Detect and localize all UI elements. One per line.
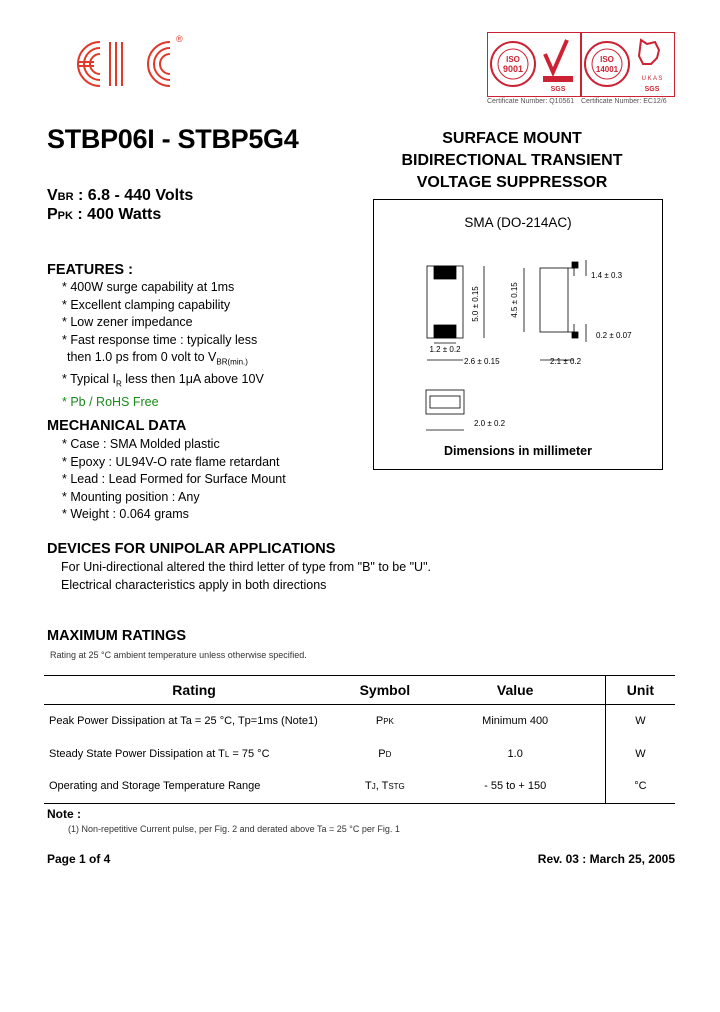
package-footer: Dimensions in millimeter <box>444 444 592 458</box>
unipolar-text: For Uni-directional altered the third letter of type from "B" to be "U". Electrical characteristics apply in both directions <box>61 560 431 592</box>
list-item: * Case : SMA Molded plastic <box>62 437 220 451</box>
list-item: * Typical $I_R$ less then 1μA above 10V <box>62 372 264 389</box>
col-header-rating: Rating <box>44 676 344 705</box>
list-item: * Excellent clamping capability <box>62 297 231 312</box>
ratings-table <box>44 675 675 804</box>
package-drawing <box>374 200 662 469</box>
list-item: * Low zener impedance <box>62 315 193 330</box>
dim-label: 4.5 ± 0.15 <box>510 282 519 318</box>
ratings-heading: MAXIMUM RATINGS <box>47 628 187 644</box>
package-outline-box <box>373 199 663 470</box>
spec-vbr: VBR : 6.8 - 440 Volts <box>47 187 194 204</box>
dim-label: 2.0 ± 0.2 <box>474 419 506 428</box>
iso14001-badge <box>581 32 675 97</box>
svg-text:ISO: ISO <box>506 55 520 64</box>
cert-caption-9001: Certificate Number: Q10561 <box>487 98 575 105</box>
svg-text:SGS: SGS <box>550 86 566 93</box>
list-item: * Epoxy : UL94V-O rate flame retardant <box>62 454 280 469</box>
list-item: then 1.0 ps from 0 volt to $V_{BR(min.)}$ <box>67 350 248 367</box>
page-number: Page 1 of 4 <box>47 852 111 866</box>
list-item: * Mounting position : Any <box>62 489 200 504</box>
list-item: * Lead : Lead Formed for Surface Mount <box>62 472 286 487</box>
dim-label: 5.0 ± 0.15 <box>471 286 480 322</box>
col-header-value: Value <box>426 676 606 705</box>
table-row: Peak Power Dissipation at Ta = 25 °C, Tp=1ms (Note1) PPK Minimum 400 W <box>44 705 675 738</box>
dim-label: 2.6 ± 0.15 <box>464 357 500 366</box>
mechanical-heading: MECHANICAL DATA <box>47 418 187 434</box>
list-item: * Weight : 0.064 grams <box>62 507 189 522</box>
features-list <box>62 279 264 411</box>
dim-label: 2.1 ± 0.2 <box>550 357 582 366</box>
revision-date: Rev. 03 : March 25, 2005 <box>537 852 675 866</box>
svg-text:ISO: ISO <box>600 55 614 64</box>
device-subtitle: SURFACE MOUNT BIDIRECTIONAL TRANSIENT VOLTAGE SUPPRESSOR <box>401 130 623 191</box>
table-row: Steady State Power Dissipation at TL = 75 °C PD 1.0 W <box>44 738 675 771</box>
registered-mark: ® <box>176 34 183 44</box>
col-header-unit: Unit <box>605 676 675 705</box>
part-number-title: STBP06I - STBP5G4 <box>47 124 299 154</box>
iso9001-badge <box>487 32 581 97</box>
list-item: * Pb / RoHS Free <box>62 394 159 409</box>
svg-text:SGS: SGS <box>644 86 660 93</box>
list-item: * Fast response time : typically less <box>62 332 258 347</box>
list-item: * 400W surge capability at 1ms <box>62 280 235 294</box>
svg-text:14001: 14001 <box>595 65 619 74</box>
svg-text:U K A S: U K A S <box>641 76 663 82</box>
unipolar-heading: DEVICES FOR UNIPOLAR APPLICATIONS <box>47 541 336 557</box>
dim-label: 0.2 ± 0.07 <box>596 331 632 340</box>
mechanical-list <box>62 436 286 524</box>
ratings-note: Rating at 25 °C ambient temperature unless otherwise specified. <box>50 650 307 660</box>
dim-label: 1.4 ± 0.3 <box>591 271 623 280</box>
package-title: SMA (DO-214AC) <box>464 215 572 230</box>
eic-logo <box>64 28 189 98</box>
note-item: (1) Non-repetitive Current pulse, per Fig. 2 and derated above Ta = 25 °C per Fig. 1 <box>68 824 400 834</box>
dim-label: 1.2 ± 0.2 <box>429 345 461 354</box>
table-row: Operating and Storage Temperature Range TJ, TSTG - 55 to + 150 °C <box>44 770 675 803</box>
col-header-symbol: Symbol <box>344 676 425 705</box>
note-heading: Note : <box>47 807 81 821</box>
svg-text:9001: 9001 <box>502 64 524 74</box>
cert-caption-14001: Certificate Number: EC12/6 <box>581 98 667 105</box>
spec-ppk: PPK : 400 Watts <box>47 206 162 223</box>
features-heading: FEATURES : <box>47 262 133 278</box>
